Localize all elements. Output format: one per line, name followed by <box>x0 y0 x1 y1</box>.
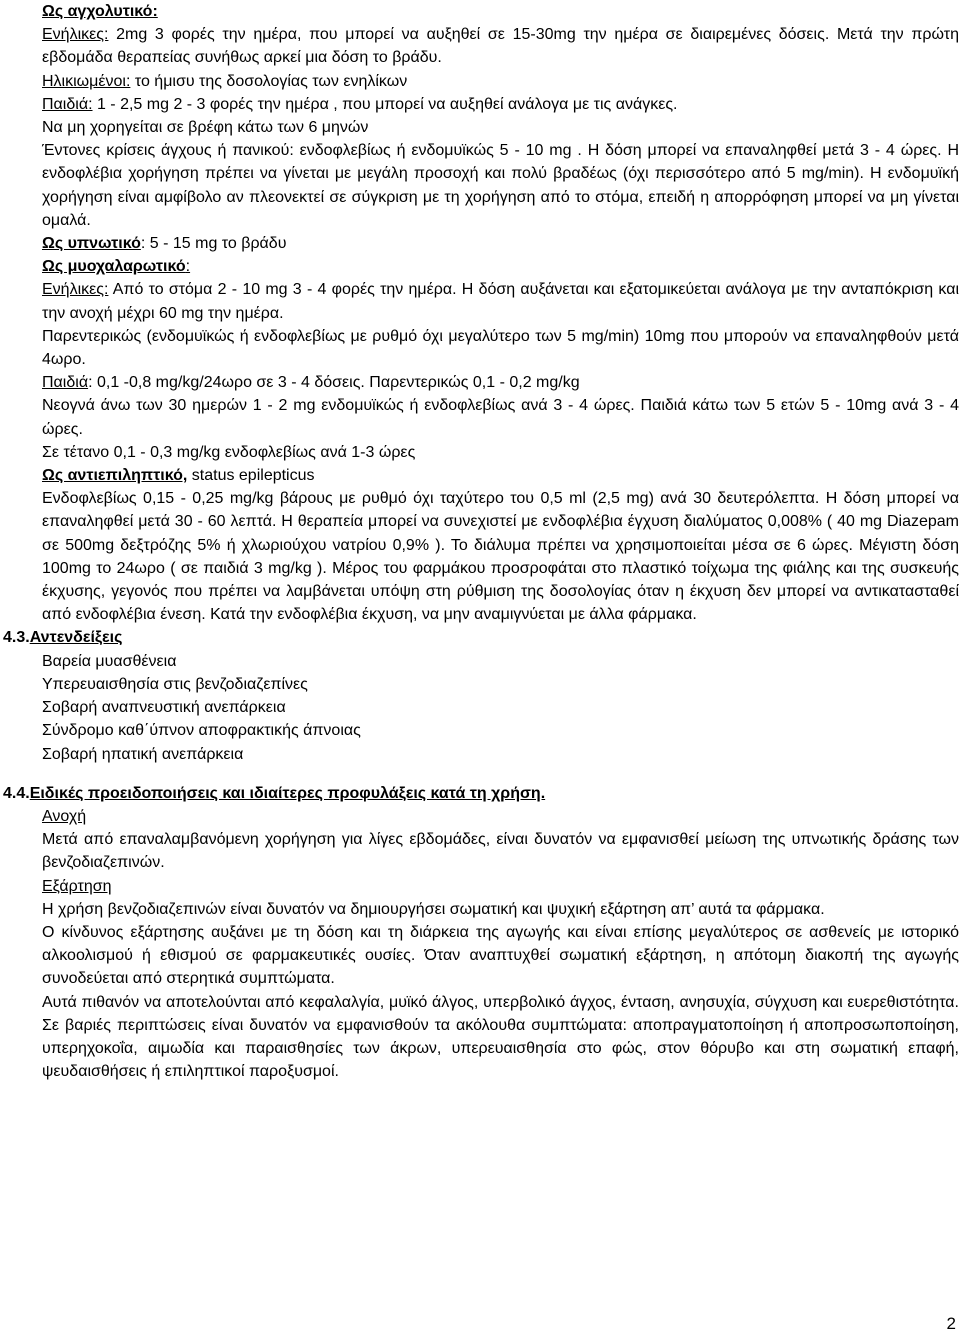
anxiolytic-children: Παιδιά: 1 - 2,5 mg 2 - 3 φορές την ημέρα , που μπορεί να αυξηθεί ανάλογα με τις ανάγκες. <box>42 95 678 113</box>
anxiolytic-crises: Έντονες κρίσεις άγχους ή πανικού: ενδοφλεβίως ή ενδομυϊκώς 5 - 10 mg . Η δόση μπορεί να επαναληφθεί μετά 3 - 4 ώρες. Η ενδοφλέβια χορήγηση πρέπει να γίνεται με μεγάλη προσοχή και πολύ βραδέως (όχι περισσότερο από 5 mg/min). Η ενδομυϊκή χορήγηση είναι αμφίβολο αν πλεονεκτεί σε σύγκριση με τη χορήγηση από το στόμα, επειδή η απορρόφηση μπορεί να μη γίνεται ομαλά. <box>42 142 960 229</box>
section-number: 4.3. <box>3 629 30 647</box>
muscle-relaxant-tetanus: Σε τέτανο 0,1 - 0,3 mg/kg ενδοφλεβίως ανά 1-3 ώρες <box>42 443 416 461</box>
anxiolytic-adults: Ενήλικες: 2mg 3 φορές την ημέρα, που μπορεί να αυξηθεί σε 15-30mg την ημέρα σε διαιρεμένες δόσεις. Μετά την πρώτη εβδομάδα θεραπείας συνήθως αρκεί μια δόση το βράδυ. <box>42 26 959 67</box>
tolerance-text: Μετά από επαναλαμβανόμενη χορήγηση για λίγες εβδομάδες, είναι δυνατόν να εμφανισθεί μείωση της υπνωτικής δράσης των βενζοδιαζεπινών. <box>42 831 959 872</box>
antiepileptic-text: Ενδοφλεβίως 0,15 - 0,25 mg/kg βάρους με ρυθμό όχι ταχύτερο του 0,5 ml (2,5 mg) ανά 30 δευτερόλεπτα. Η δόση μπορεί να επαναληφθεί μετά 30 - 60 λεπτά. Η θεραπεία μπορεί να συνεχιστεί με ενδοφλέβια έγχυση διαλύματος 0,008% ( 40 mg Diazepam σε 500mg δεξτρόζης 5% ή χλωριούχου νατρίου 0,9% ). Το διάλυμα πρέπει να χρησιμοποιείται μέσα σε 6 ώρες. Μέγιστη δόση 100mg το 24ωρο ( σε παιδιά 3 mg/kg ). Μέρος του φαρμάκου προσροφάται στο πλαστικό τοίχωμα της φιάλης και της συσκευής έκχυσης, γεγονός που πρέπει να λαμβάνεται υπόψη στη ρύθμιση της δοσολογίας όταν η έκχυση δεν μπορεί να αντικατασταθεί από ενδοφλέβια ένεση. Κατά την ενδοφλέβια έκχυση, να μην αναμιγνύεται με άλλα φάρμακα. <box>42 490 959 624</box>
section-4-4-heading <box>3 782 920 805</box>
muscle-relaxant-heading: Ως μυοχαλαρωτικό: <box>42 258 191 276</box>
hypnotic-line: Ως υπνωτικό: 5 - 15 mg το βράδυ <box>42 235 287 253</box>
anxiolytic-heading: Ως αγχολυτικό: <box>42 3 158 20</box>
tolerance-heading: Ανοχή <box>42 807 87 825</box>
page-number: 2 <box>946 1314 956 1333</box>
contraindication-item: Σύνδρομο καθ΄ύπνον αποφρακτικής άπνοιας <box>42 722 361 740</box>
spacer <box>42 766 959 782</box>
contraindication-item: Σοβαρή αναπνευστική ανεπάρκεια <box>42 699 286 717</box>
contraindication-item: Σοβαρή ηπατική ανεπάρκεια <box>42 745 244 763</box>
dependence-heading: Εξάρτηση <box>42 877 112 895</box>
antiepileptic-heading: Ως αντιεπιληπτικό, status epilepticus <box>42 467 315 485</box>
muscle-relaxant-adults: Ενήλικες: Από το στόμα 2 - 10 mg 3 - 4 φορές την ημέρα. Η δόση αυξάνεται και εξατομικεύεται ανάλογα με την ανταπόκριση και την ανοχή μέχρι 60 mg την ημέρα. <box>42 281 959 322</box>
section-4-3-heading <box>3 626 920 649</box>
section-number: 4.4. <box>3 784 30 802</box>
dependence-text-2: Ο κίνδυνος εξάρτησης αυξάνει με τη δόση και τη διάρκεια της αγωγής και είναι επίσης μεγαλύτερος σε ασθενείς με ιστορικό αλκοολισμού ή εθισμού σε φαρμακευτικές ουσίες. Όταν αναπτυχθεί σωματική εξάρτηση, η απότομη διακοπή της αγωγής συνοδεύεται από στερητικά συμπτώματα. <box>42 923 959 988</box>
dependence-text-3: Αυτά πιθανόν να αποτελούνται από κεφαλαλγία, μυϊκό άλγος, υπερβολικό άγχος, ένταση, ανησυχία, σύγχυση και ευερεθιστότητα. Σε βαριές περιπτώσεις είναι δυνατόν να εμφανισθούν τα ακόλουθα συμπτώματα: αποπραγματοποίηση ή αποπροσωποποίηση, υπερηχοκοΐα, αιμωδία και παραισθησίες των άκρων, υπερευαισθησία στο φώς, στον θόρυβο και στη σωματική επαφή, ψευδαισθήσεις ή επιληπτικοί παροξυσμοί. <box>42 993 959 1081</box>
contraindication-item: Βαρεία μυασθένεια <box>42 652 177 670</box>
contraindication-item: Υπερευαισθησία στις βενζοδιαζεπίνες <box>42 675 308 693</box>
muscle-relaxant-children: Παιδιά: 0,1 -0,8 mg/kg/24ωρο σε 3 - 4 δόσεις. Παρεντερικώς 0,1 - 0,2 mg/kg <box>42 374 580 392</box>
anxiolytic-elderly: Ηλικιωμένοι: το ήμισυ της δοσολογίας των ενηλίκων <box>42 72 408 90</box>
section-title: Αντενδείξεις <box>29 629 123 647</box>
document-page <box>3 0 960 1083</box>
dependence-text-1: Η χρήση βενζοδιαζεπινών είναι δυνατόν να δημιουργήσει σωματική και ψυχική εξάρτηση απ’ αυτά τα φάρμακα. <box>42 900 825 918</box>
anxiolytic-infants: Να μη χορηγείται σε βρέφη κάτω των 6 μηνών <box>42 119 369 137</box>
muscle-relaxant-parenteral: Παρεντερικώς (ενδομυϊκώς ή ενδοφλεβίως με ρυθμό όχι μεγαλύτερο των 5 mg/min) 10mg που μπορούν να επαναληφθούν μετά 4ωρο. <box>42 327 959 369</box>
muscle-relaxant-neonates: Νεογνά άνω των 30 ημερών 1 - 2 mg ενδομυϊκώς ή ενδοφλεβίως ανά 3 - 4 ώρες. Παιδιά κάτω των 5 ετών 5 - 10mg ανά 3 - 4 ώρες. <box>42 397 959 438</box>
section-title: Ειδικές προειδοποιήσεις και ιδιαίτερες προφυλάξεις κατά τη χρήση. <box>29 784 546 802</box>
